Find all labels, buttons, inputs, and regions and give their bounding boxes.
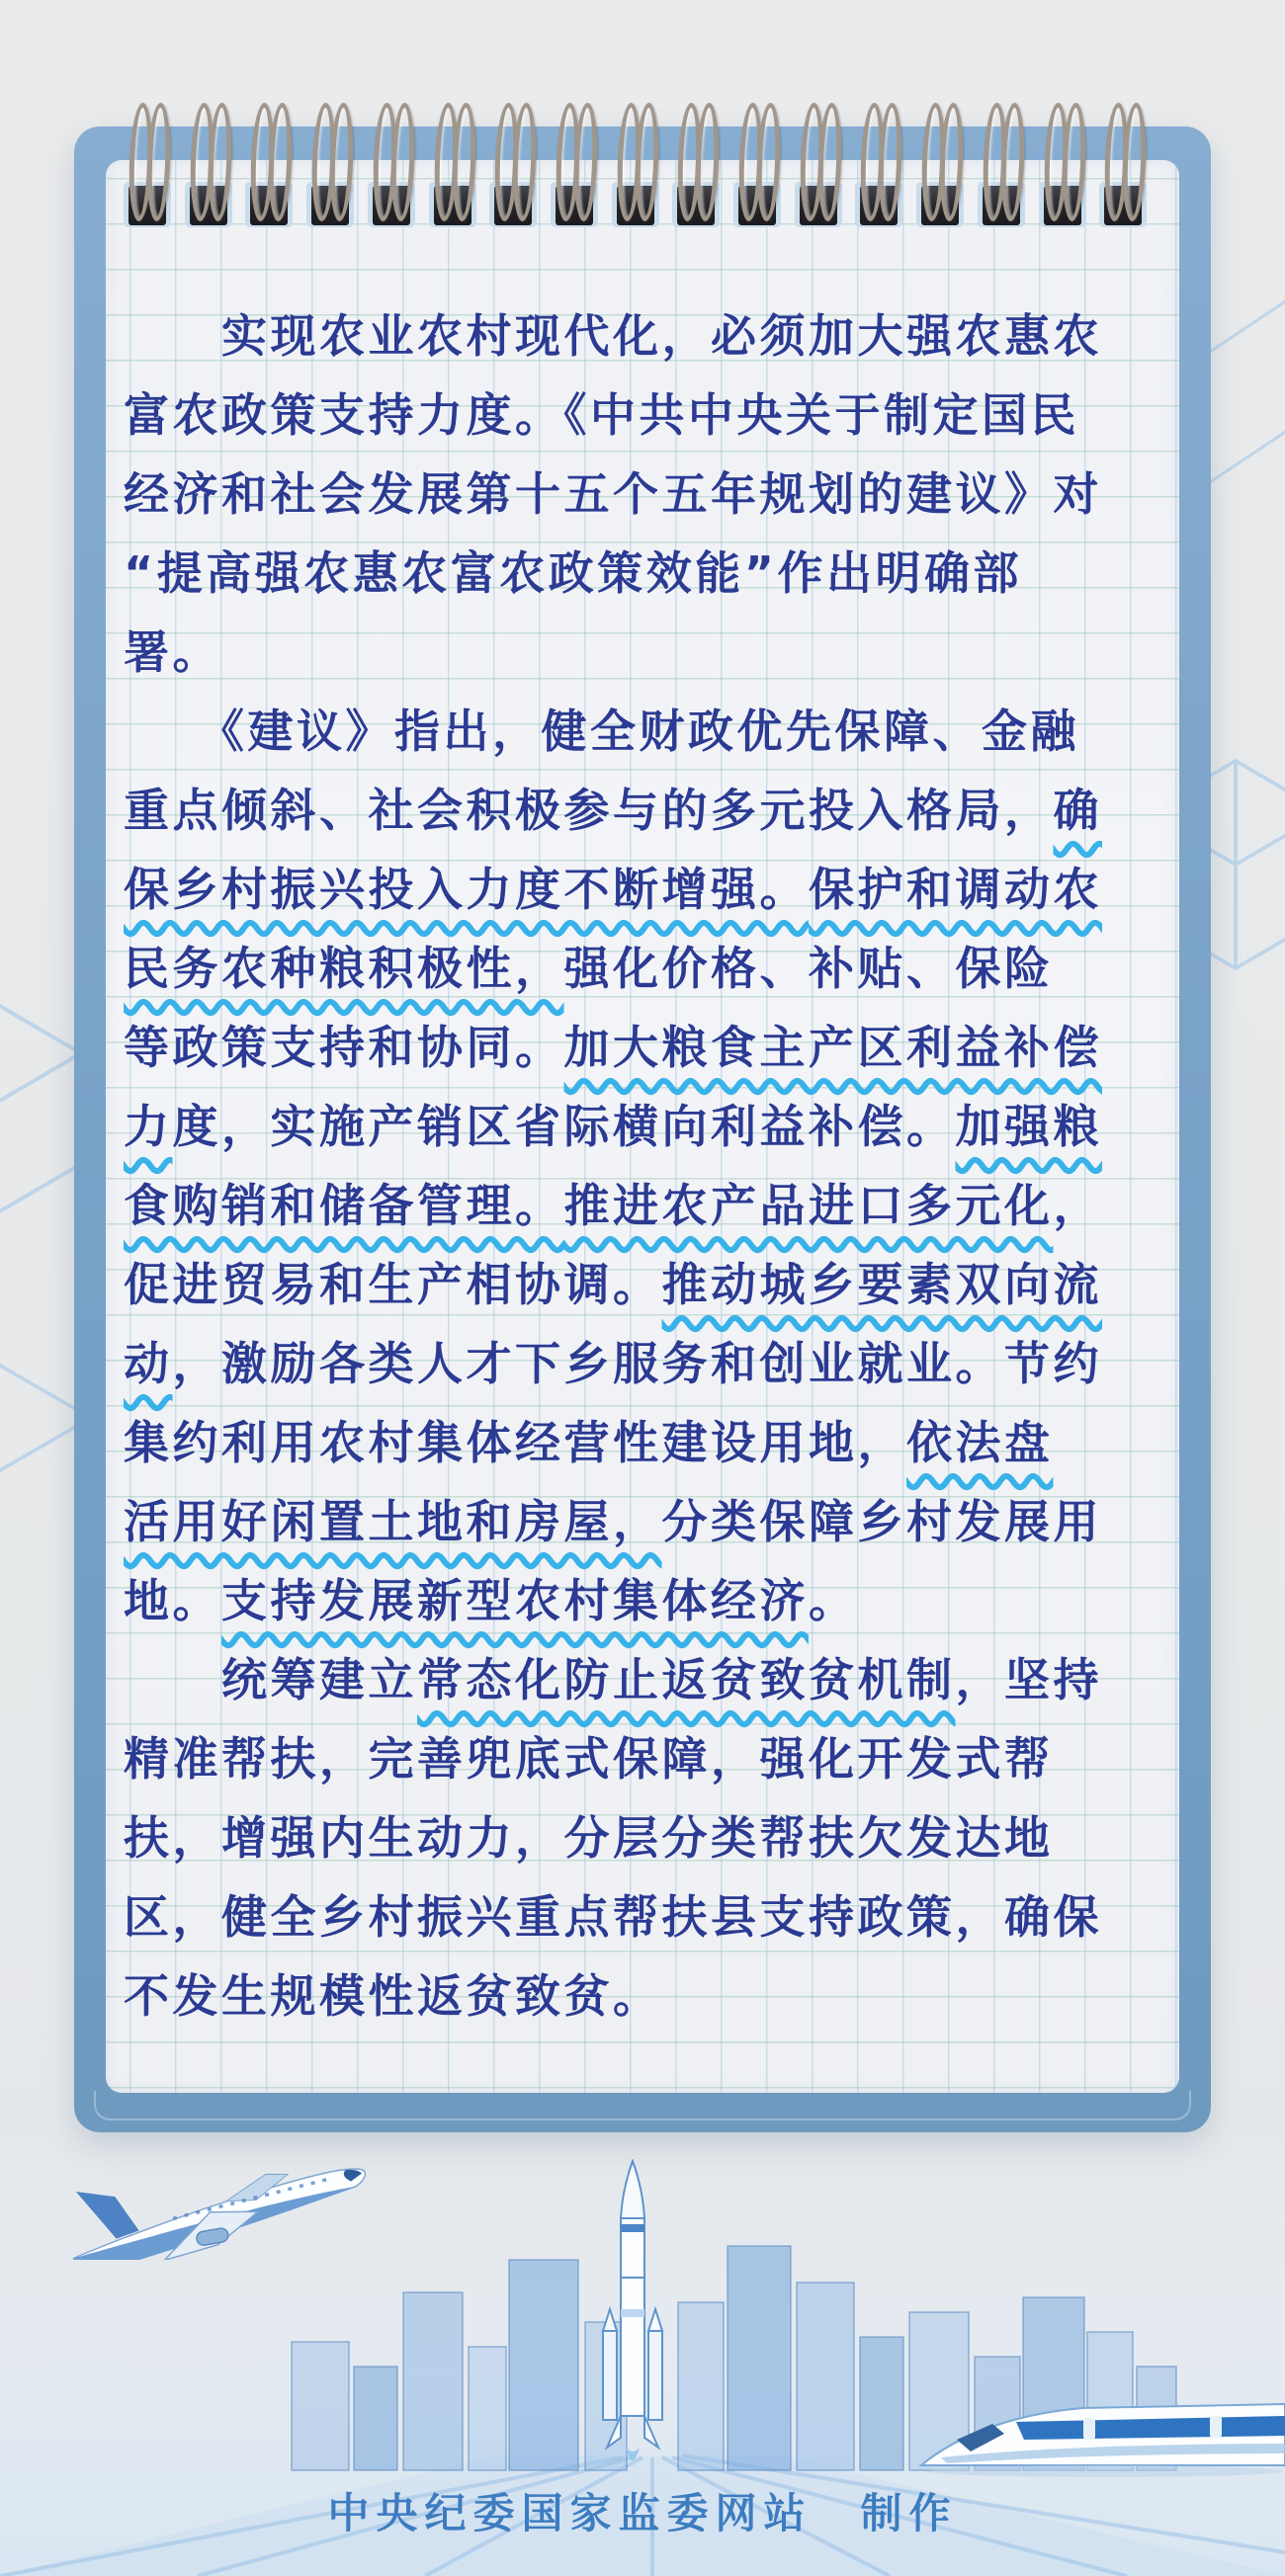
text-segment: 分类保障乡村发展用 <box>661 1495 1102 1548</box>
text-segment: 重点倾斜、社会积极参与的多元投入格局， <box>124 784 1054 837</box>
highlighted-text: 依法盘 <box>906 1416 1054 1469</box>
text-segment: 不发生规模性返贫致贫。 <box>124 1969 662 2023</box>
text-segment: 等政策支持和协同。 <box>124 1021 564 1074</box>
spiral-coil <box>613 103 658 231</box>
highlighted-text: 确 <box>1053 784 1102 837</box>
text-line <box>124 1719 1169 1798</box>
spiral-coil <box>917 103 963 231</box>
spiral-coil <box>430 103 475 231</box>
text-line <box>124 929 1169 1008</box>
text-line <box>124 1245 1169 1324</box>
spiral-coil <box>796 103 841 231</box>
text-segment: “提高强农惠农富农政策效能”作出明确部 <box>124 546 1022 600</box>
text-segment: 富农政策支持力度。《中共中央关于制定国民 <box>124 388 1079 442</box>
spiral-coil <box>1040 103 1085 231</box>
text-line <box>124 1324 1169 1403</box>
highlighted-text: 支持发展新型农村集体经济 <box>221 1574 809 1627</box>
text-segment: 促进贸易和生产相协调。 <box>124 1258 662 1311</box>
highlighted-text: 食购销和储备管理。 <box>124 1179 564 1232</box>
highlighted-text: 活用好闲置土地和房屋， <box>124 1495 662 1548</box>
highlighted-text: 力 <box>124 1100 173 1153</box>
highlighted-text: 民务农种粮积极性， <box>124 942 564 995</box>
frame-bottom-trim <box>94 2091 1191 2120</box>
text-line <box>124 1956 1169 2036</box>
highlighted-text: 加强粮 <box>955 1100 1102 1153</box>
text-segment: ，激励各类人才下乡服务和创业就业。节约 <box>172 1337 1102 1390</box>
text-segment: 实现农业农村现代化，必须加大强农惠农 <box>124 309 1102 363</box>
spiral-coil <box>125 103 170 231</box>
text-line <box>124 1008 1169 1087</box>
text-segment: 统筹建立 <box>124 1653 417 1706</box>
credit-line: 中央纪委国家监委网站 制作 <box>327 2489 958 2537</box>
text-line <box>124 1087 1169 1166</box>
text-segment: 地。 <box>124 1574 221 1627</box>
text-segment: 强化价格、补贴、保险 <box>563 942 1054 995</box>
highlighted-text: 常态化防止返贫致贫机制 <box>417 1653 956 1706</box>
text-segment: ， <box>1053 1179 1102 1232</box>
spiral-coil <box>307 103 353 231</box>
notebook <box>74 126 1211 2132</box>
highlighted-text: 推动城乡要素双向流 <box>661 1258 1102 1311</box>
spiral-coil <box>490 103 536 231</box>
rocket-icon <box>565 2159 700 2485</box>
high-speed-train-icon <box>917 2378 1285 2479</box>
text-line <box>124 613 1169 692</box>
text-segment: 署。 <box>124 625 221 679</box>
text-segment: ，坚持 <box>955 1653 1102 1706</box>
text-line <box>124 455 1169 534</box>
text-line <box>124 850 1169 929</box>
text-segment: 扶，增强内生动力，分层分类帮扶欠发达地 <box>124 1811 1054 1865</box>
highlighted-text: 推进农产品进口多元化 <box>563 1179 1054 1232</box>
text-line <box>124 1877 1169 1956</box>
text-line <box>124 534 1169 613</box>
text-segment: 区，健全乡村振兴重点帮扶县支持政策，确保 <box>124 1890 1102 1944</box>
text-segment: 《建议》指出，健全财政优先保障、金融 <box>124 705 1079 758</box>
text-line <box>124 771 1169 850</box>
spiral-coil <box>1100 103 1146 231</box>
spiral-coil <box>979 103 1024 231</box>
airplane-icon <box>61 2157 380 2260</box>
text-segment: 经济和社会发展第十五个五年规划的建议》对 <box>124 467 1102 521</box>
text-line <box>124 375 1169 455</box>
text-line <box>124 1561 1169 1640</box>
text-line <box>124 1640 1169 1719</box>
highlighted-text: 动 <box>124 1337 173 1390</box>
text-segment: 度，实施产销区省际横向利益补偿。 <box>172 1100 956 1153</box>
spiral-coil <box>246 103 292 231</box>
spiral-coil <box>856 103 901 231</box>
footer-scene <box>0 2129 1285 2576</box>
notebook-paper <box>106 160 1179 2093</box>
text-line <box>124 1403 1169 1482</box>
text-line <box>124 692 1169 771</box>
spiral-coil <box>673 103 719 231</box>
text-line <box>124 1798 1169 1877</box>
text-line <box>124 1482 1169 1561</box>
highlighted-text: 保护和调动农 <box>809 863 1102 916</box>
spiral-coil <box>186 103 231 231</box>
spiral-coil <box>552 103 597 231</box>
highlighted-text: 保乡村振兴投入力度不断增强。 <box>124 863 809 916</box>
text-segment: 。 <box>809 1574 858 1627</box>
text-segment: 集约利用农村集体经营性建设用地， <box>124 1416 906 1469</box>
spiral-coil <box>369 103 414 231</box>
highlighted-text: 加大粮食主产区利益补偿 <box>563 1021 1102 1074</box>
text-line <box>124 1166 1169 1245</box>
spiral-coil <box>734 103 780 231</box>
text-segment: 精准帮扶，完善兜底式保障，强化开发式帮 <box>124 1732 1054 1786</box>
notebook-lines <box>124 296 1169 2036</box>
text-line <box>124 296 1169 375</box>
